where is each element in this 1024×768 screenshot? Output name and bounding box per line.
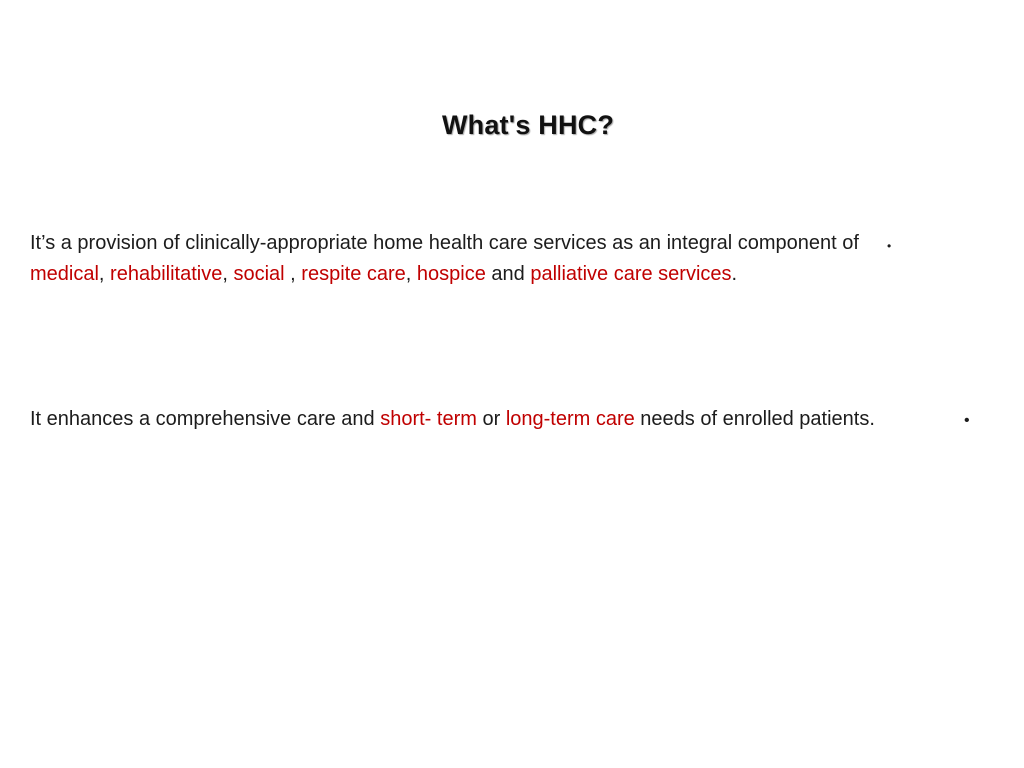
text-segment: It enhances a comprehensive care and xyxy=(30,408,381,430)
highlight-short-term: short- term xyxy=(380,408,477,430)
text-segment: , xyxy=(98,263,111,285)
highlight-social: social xyxy=(233,263,285,285)
text-segment: , xyxy=(222,263,234,285)
highlight-rehabilitative: rehabilitative xyxy=(110,263,223,285)
text-segment: , xyxy=(405,263,417,285)
text-segment: , xyxy=(284,263,302,285)
highlight-palliative-care: palliative care services xyxy=(530,263,732,285)
bullet-text-2 xyxy=(30,404,960,435)
bullet-text-1 xyxy=(30,228,930,290)
text-segment: needs of enrolled patients. xyxy=(634,408,875,430)
text-segment: or xyxy=(476,408,506,430)
text-segment: It’s a provision of clinically-appropriate home health care services as an integral component of xyxy=(30,232,859,254)
highlight-hospice: hospice xyxy=(416,263,486,285)
highlight-medical: medical xyxy=(30,263,99,285)
bullet-marker-2: • xyxy=(964,412,970,429)
highlight-respite-care: respite care xyxy=(301,263,406,285)
bullet-marker-1: • xyxy=(887,239,892,253)
text-segment: and xyxy=(485,263,531,285)
slide-title: What's HHC? xyxy=(441,110,615,140)
text-segment: . xyxy=(731,263,738,285)
highlight-long-term-care: long-term care xyxy=(505,408,635,430)
